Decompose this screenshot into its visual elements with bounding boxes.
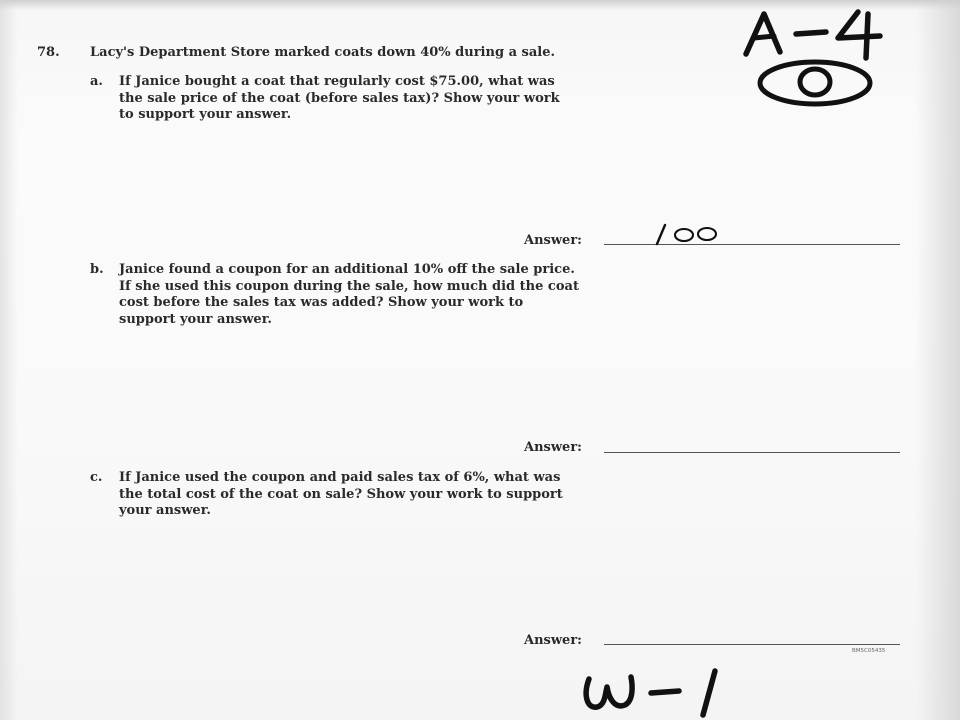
part-c-label: c.	[90, 470, 103, 485]
part-a-label: a.	[90, 74, 103, 89]
part-c-answer-line	[604, 644, 900, 645]
part-b-label: b.	[90, 262, 104, 277]
part-a-answer-line	[604, 244, 900, 245]
part-c-answer-label: Answer:	[524, 633, 582, 648]
part-a-handwritten-answer	[655, 222, 725, 248]
question-number: 78.	[37, 45, 60, 60]
part-a-text: If Janice bought a coat that regularly cost $75.00, what was the sale price of the coat (before sales tax)? Show your work to support your answer.	[119, 74, 560, 122]
handwritten-score-code	[740, 4, 900, 64]
part-a-answer-label: Answer:	[524, 233, 582, 248]
part-b-text: Janice found a coupon for an additional 10% off the sale price. If she used this coupon during the sale, how much did the coat cost before the sales tax was added? Show your work to support your answer.	[119, 262, 579, 327]
question-stem: Lacy's Department Store marked coats down 40% during a sale.	[90, 45, 555, 60]
part-b-answer-label: Answer:	[524, 440, 582, 455]
part-c-text: If Janice used the coupon and paid sales tax of 6%, what was the total cost of the coat on sale? Show your work to support your answer.	[119, 470, 563, 518]
part-b-answer-line	[604, 452, 900, 453]
form-code: BM5C05435	[852, 648, 886, 654]
handwritten-score-circle	[755, 58, 875, 108]
handwritten-bottom-mark	[575, 665, 735, 720]
scan-shadow-right	[915, 0, 960, 720]
scan-shadow-left	[0, 0, 18, 720]
